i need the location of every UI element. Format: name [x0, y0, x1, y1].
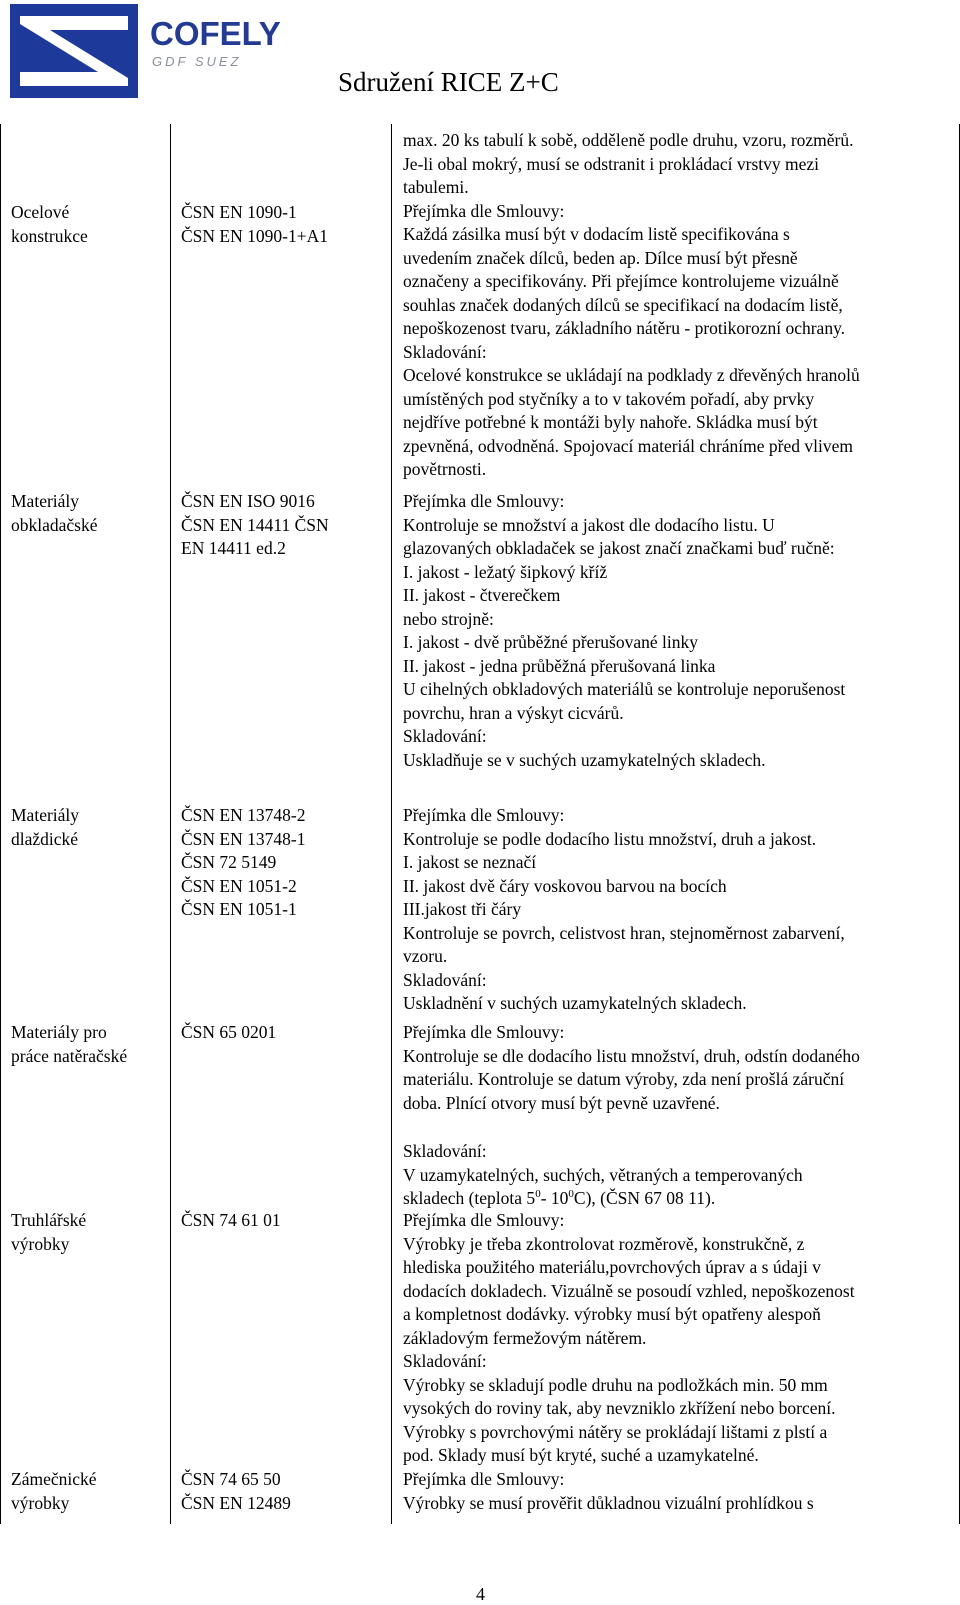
logo-subtitle: GDF SUEZ	[152, 54, 242, 69]
section-heading: Přejímka dle Smlouvy:	[403, 200, 565, 221]
text-line: Každá zásilka musí být v dodacím listě specifikována s	[403, 224, 790, 244]
standards-cell	[181, 490, 381, 561]
text-line: hlediska použitého materiálu,povrchových úprav a s údaji v	[403, 1257, 821, 1277]
description-cell	[403, 1021, 953, 1115]
text-line: dodacích dokladech. Vizuálně se posoudí vzhled, nepoškozenost	[403, 1280, 855, 1301]
text-line: nebo strojně:	[403, 608, 494, 629]
text-line: Uskladňuje se v suchých uzamykatelných skladech.	[403, 749, 766, 770]
temperature-line	[403, 1187, 953, 1211]
text-fragment: - 10	[540, 1188, 569, 1208]
table-border-left	[0, 124, 1, 1524]
material-label: Truhlářské	[11, 1210, 87, 1230]
text-fragment: skladech (teplota 5	[403, 1188, 536, 1208]
standards-cell	[181, 1468, 381, 1515]
text-line: Ocelové konstrukce se ukládají na podklady z dřevěných hranolů	[403, 365, 860, 385]
section-heading: Přejímka dle Smlouvy:	[403, 491, 565, 511]
material-label: výrobky	[11, 1492, 70, 1513]
page-header	[0, 0, 960, 118]
text-line: nejdříve potřebné k montáži byly nahoře. Skládka musí být	[403, 412, 818, 432]
text-line: II. jakost dvě čáry voskovou barvou na bocích	[403, 875, 727, 896]
page-number: 4	[476, 1584, 485, 1604]
standard-code: ČSN EN ISO 9016	[181, 491, 315, 511]
logo-word: COFELY	[150, 15, 281, 52]
text-line: I. jakost se neznačí	[403, 852, 537, 872]
material-cell	[11, 490, 161, 537]
material-label: Ocelové	[11, 202, 70, 222]
standard-code: ČSN 74 61 01	[181, 1210, 281, 1230]
superscript: 0	[568, 1188, 574, 1201]
material-label: konstrukce	[11, 225, 88, 246]
text-line: umístěných pod styčníky a to v takovém pořadí, aby prvky	[403, 388, 815, 409]
material-label: Materiály	[11, 491, 80, 511]
text-line: II. jakost - jedna průběžná přerušovaná linka	[403, 655, 716, 676]
section-heading: Přejímka dle Smlouvy:	[403, 1469, 565, 1489]
standard-code: ČSN EN 14411 ČSN	[181, 514, 329, 535]
section-heading: Skladování:	[403, 1141, 487, 1161]
standard-code: EN 14411 ed.2	[181, 538, 286, 558]
standard-code: ČSN EN 13748-2	[181, 805, 306, 825]
standard-code: ČSN 65 0201	[181, 1022, 277, 1042]
standards-cell	[181, 804, 381, 922]
description-cell	[403, 804, 953, 1016]
description-cell	[403, 129, 953, 482]
material-cell	[11, 1468, 161, 1515]
text-line: glazovaných obkladaček se jakost značí značkami buď ručně:	[403, 538, 835, 558]
text-line: Kontroluje se dle dodacího listu množství, druh, odstín dodaného	[403, 1045, 860, 1066]
section-heading: Skladování:	[403, 726, 487, 746]
standards-cell	[181, 1021, 381, 1045]
text-line: povětrnosti.	[403, 459, 487, 479]
document-title: Sdružení RICE Z+C	[338, 67, 559, 97]
section-heading: Přejímka dle Smlouvy:	[403, 1022, 565, 1042]
column-divider-2	[391, 124, 392, 1524]
standard-code: ČSN EN 1090-1+A1	[181, 225, 328, 246]
text-line: vysokých do roviny tak, aby nevzniklo zkřížení nebo borcení.	[403, 1398, 836, 1418]
text-line: souhlas značek dodaných dílců se specifikací na dodacím listě,	[403, 294, 843, 315]
text-line: Kontroluje se podle dodacího listu množství, druh a jakost.	[403, 828, 817, 849]
text-line: Je-li obal mokrý, musí se odstranit i prokládací vrstvy mezi	[403, 153, 820, 174]
section-heading: Přejímka dle Smlouvy:	[403, 805, 565, 825]
material-label: práce natěračské	[11, 1045, 128, 1066]
text-line: U cihelných obkladových materiálů se kontroluje neporušenost	[403, 679, 846, 699]
material-cell	[11, 1209, 161, 1256]
text-line: Výrobky se musí prověřit důkladnou vizuální prohlídkou s	[403, 1492, 814, 1513]
standard-code: ČSN EN 1051-1	[181, 899, 297, 919]
material-cell	[11, 1021, 161, 1068]
standard-code: ČSN EN 12489	[181, 1492, 291, 1513]
text-line: I. jakost - ležatý šipkový kříž	[403, 561, 608, 582]
standard-code: ČSN 74 65 50	[181, 1469, 281, 1489]
material-label: Zámečnické	[11, 1469, 97, 1489]
material-label: obkladačské	[11, 514, 98, 535]
text-line: Kontroluje se množství a jakost dle dodacího listu. U	[403, 514, 775, 535]
standard-code: ČSN EN 1051-2	[181, 875, 297, 896]
text-line: Výrobky s povrchovými nátěry se prokládají lištami z plstí a	[403, 1421, 828, 1442]
standard-code: ČSN EN 1090-1	[181, 202, 297, 222]
standard-code: ČSN 72 5149	[181, 852, 277, 872]
section-heading: Skladování:	[403, 969, 487, 990]
text-line: II. jakost - čtverečkem	[403, 585, 561, 605]
description-cell	[403, 1468, 953, 1515]
standards-cell	[181, 201, 381, 248]
text-line: Uskladnění v suchých uzamykatelných skladech.	[403, 993, 747, 1013]
standards-cell	[181, 1209, 381, 1233]
material-cell	[11, 804, 161, 851]
cofely-logo-icon	[10, 4, 138, 98]
text-line: I. jakost - dvě průběžné přerušované linky	[403, 632, 698, 652]
text-line: základovým fermežovým nátěrem.	[403, 1327, 647, 1348]
text-line: Kontroluje se povrch, celistvost hran, stejnoměrnost zabarvení,	[403, 922, 845, 943]
superscript: 0	[535, 1188, 541, 1201]
material-label: výrobky	[11, 1233, 70, 1254]
text-line: a kompletnost dodávky. výrobky musí být opatřeny alespoň	[403, 1304, 821, 1324]
material-label: Materiály	[11, 805, 80, 825]
text-line: zpevněná, odvodněná. Spojovací materiál chráníme před vlivem	[403, 435, 853, 456]
text-fragment: C), (ČSN 67 08 11).	[573, 1188, 716, 1208]
text-line: Výrobky je třeba zkontrolovat rozměrově, konstrukčně, z	[403, 1233, 805, 1254]
section-heading: Skladování:	[403, 341, 487, 362]
section-heading: Přejímka dle Smlouvy:	[403, 1210, 565, 1230]
section-heading: Skladování:	[403, 1351, 487, 1371]
text-line: doba. Plnící otvory musí být pevně uzavřené.	[403, 1092, 720, 1113]
standard-code: ČSN EN 13748-1	[181, 828, 306, 849]
description-cell	[403, 1209, 953, 1468]
description-cell	[403, 490, 953, 772]
materials-table	[0, 124, 960, 1524]
text-line: uvedením značek dílců, beden ap. Dílce musí být přesně	[403, 247, 798, 268]
material-label: Materiály pro	[11, 1022, 107, 1042]
material-label: dlaždické	[11, 828, 79, 849]
text-line: pod. Sklady musí být kryté, suché a uzamykatelné.	[403, 1445, 759, 1465]
text-line: povrchu, hran a výskyt cicvárů.	[403, 702, 624, 723]
logo-wordmark	[150, 14, 300, 74]
text-line: III.jakost tři čáry	[403, 899, 522, 919]
text-line: materiálu. Kontroluje se datum výroby, zda není prošlá záruční	[403, 1069, 845, 1089]
text-line: max. 20 ks tabulí k sobě, odděleně podle druhu, vzoru, rozměrů.	[403, 130, 854, 150]
description-cell	[403, 1140, 953, 1211]
text-line: tabulemi.	[403, 177, 469, 197]
text-line: vzoru.	[403, 946, 448, 966]
column-divider-1	[170, 124, 171, 1524]
text-line: nepoškozenost tvaru, základního nátěru - protikorozní ochrany.	[403, 318, 846, 338]
text-line: V uzamykatelných, suchých, větraných a temperovaných	[403, 1164, 803, 1185]
material-cell	[11, 201, 161, 248]
text-line: Výrobky se skladují podle druhu na podložkách min. 50 mm	[403, 1374, 828, 1395]
text-line: označeny a specifikovány. Při přejímce kontrolujeme vizuálně	[403, 271, 839, 291]
